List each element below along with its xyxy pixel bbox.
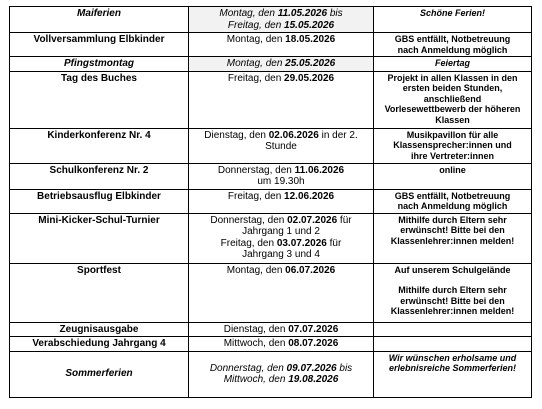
event-name: Tag des Buches <box>10 71 189 128</box>
event-note: GBS entfällt, Notbetreuung nach Anmeldung möglich <box>374 189 532 213</box>
event-name: Kinderkonferenz Nr. 4 <box>10 128 189 163</box>
event-note: online <box>374 163 532 189</box>
event-note <box>374 337 532 352</box>
event-note: Auf unserem Schulgelände Mithilfe durch Eltern sehr erwünscht! Bitte bei den Klassenlehrer:innen melden! <box>374 263 532 322</box>
event-date: Donnerstag, den 02.07.2026 für Jahrgang 1 und 2 Freitag, den 03.07.2026 für Jahrgang 3 und 4 <box>189 213 374 263</box>
event-note <box>374 322 532 337</box>
table-row <box>10 57 532 72</box>
event-note: Feiertag <box>374 57 532 72</box>
school-calendar-table <box>9 6 532 398</box>
table-row <box>10 351 532 397</box>
event-note: GBS entfällt, Notbetreuung nach Anmeldung möglich <box>374 33 532 57</box>
event-name: Sommerferien <box>10 351 189 397</box>
event-note: Schöne Ferien! <box>374 7 532 33</box>
event-name: Mini-Kicker-Schul-Turnier <box>10 213 189 263</box>
table-row <box>10 163 532 189</box>
event-date: Freitag, den 12.06.2026 <box>189 189 374 213</box>
event-name: Sportfest <box>10 263 189 322</box>
table-row <box>10 33 532 57</box>
event-date: Dienstag, den 02.06.2026 in der 2. Stunde <box>189 128 374 163</box>
table-row <box>10 7 532 33</box>
event-date: Dienstag, den 07.07.2026 <box>189 322 374 337</box>
event-name: Maiferien <box>10 7 189 33</box>
event-date: Montag, den 25.05.2026 <box>189 57 374 72</box>
event-date: Mittwoch, den 08.07.2026 <box>189 337 374 352</box>
table-row <box>10 71 532 128</box>
table-row <box>10 337 532 352</box>
event-date: Donnerstag, den 09.07.2026 bis Mittwoch, den 19.08.2026 <box>189 351 374 397</box>
table-row <box>10 213 532 263</box>
event-name: Betriebsausflug Elbkinder <box>10 189 189 213</box>
event-date: Donnerstag, den 11.06.2026 um 19.30h <box>189 163 374 189</box>
event-name: Zeugnisausgabe <box>10 322 189 337</box>
event-name: Pfingstmontag <box>10 57 189 72</box>
event-name: Vollversammlung Elbkinder <box>10 33 189 57</box>
event-date: Freitag, den 29.05.2026 <box>189 71 374 128</box>
event-name: Schulkonferenz Nr. 2 <box>10 163 189 189</box>
event-note: Musikpavillon für alle Klassensprecher:innen und ihre Vertreter:innen <box>374 128 532 163</box>
event-date: Montag, den 11.05.2026 bis Freitag, den 15.05.2026 <box>189 7 374 33</box>
event-note: Wir wünschen erholsame und erlebnisreiche Sommerferien! <box>374 351 532 397</box>
table-row <box>10 189 532 213</box>
event-note: Projekt in allen Klassen in den ersten beiden Stunden, anschließend Vorlesewettbewerb der höheren Klassen <box>374 71 532 128</box>
table-row <box>10 128 532 163</box>
note-spacer <box>377 275 528 285</box>
table-row <box>10 322 532 337</box>
table-row <box>10 263 532 322</box>
event-name: Verabschiedung Jahrgang 4 <box>10 337 189 352</box>
event-date: Montag, den 18.05.2026 <box>189 33 374 57</box>
event-note: Mithilfe durch Eltern sehr erwünscht! Bitte bei den Klassenlehrer:innen melden! <box>374 213 532 263</box>
event-date: Montag, den 06.07.2026 <box>189 263 374 322</box>
